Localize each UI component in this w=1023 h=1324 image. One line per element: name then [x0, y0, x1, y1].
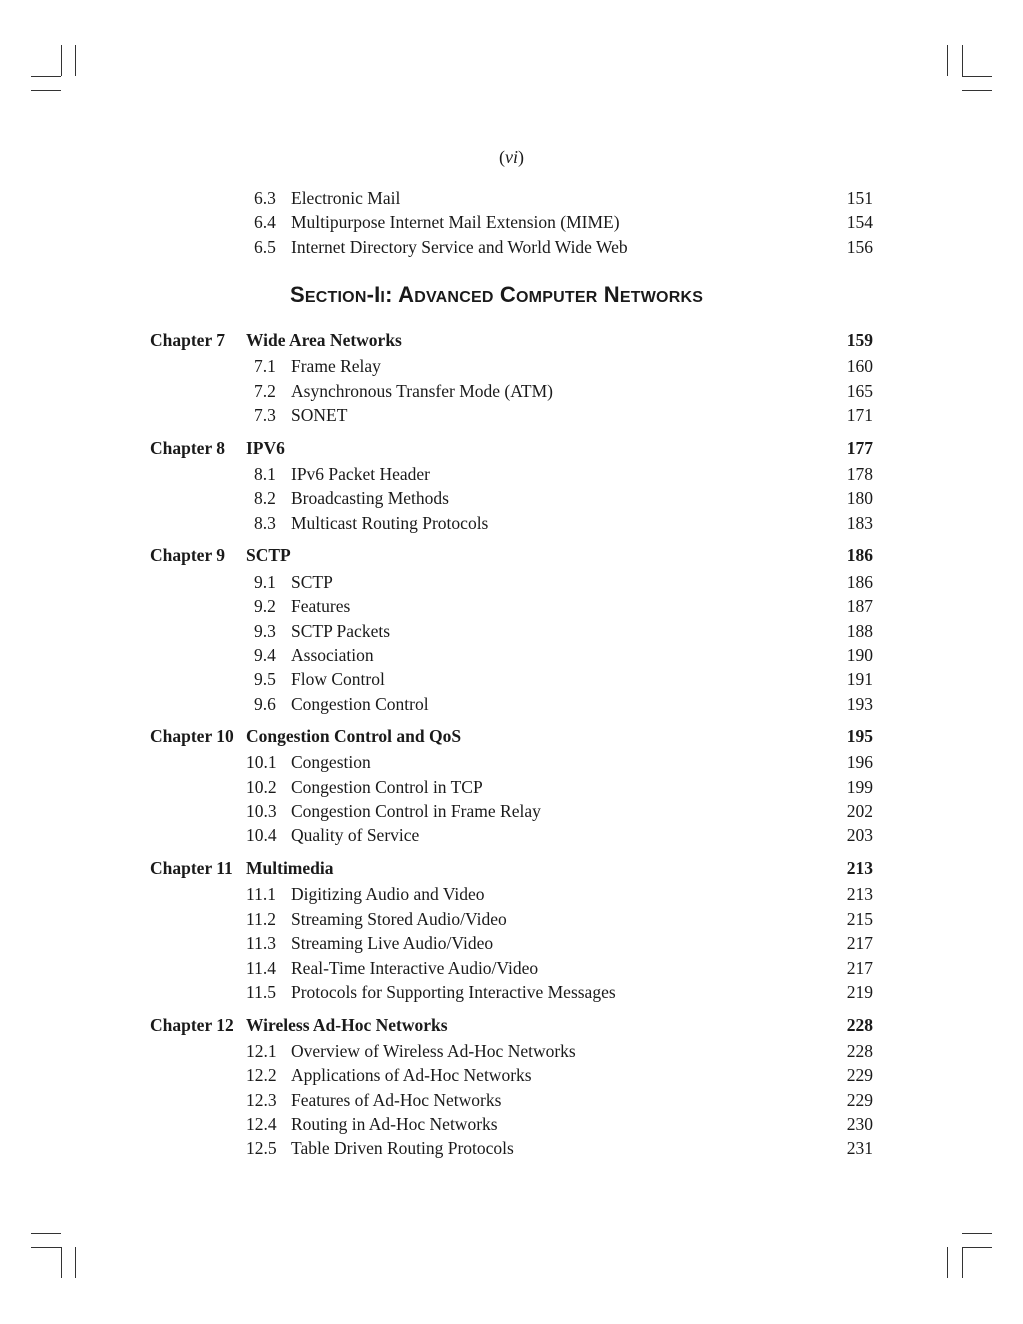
page-ref: 160	[846, 356, 873, 376]
section-title: Quality of Service	[291, 825, 420, 845]
page-ref: 217	[846, 933, 873, 953]
toc-entry	[0, 980, 1023, 1004]
section-number: 7.1	[254, 356, 276, 376]
page-ref: 196	[846, 752, 873, 772]
section-title: Features	[291, 596, 351, 616]
section-title: Electronic Mail	[291, 188, 401, 208]
chapter-title: IPV6	[246, 438, 285, 458]
page-number: (vi)	[499, 147, 524, 167]
section-title: Streaming Stored Audio/Video	[291, 909, 507, 929]
section-number: 11.5	[246, 982, 276, 1002]
toc-entry	[0, 594, 1023, 618]
chapter-label: Chapter 11	[150, 858, 233, 878]
page-number-value: vi	[505, 147, 518, 167]
section-title: Applications of Ad-Hoc Networks	[291, 1065, 532, 1085]
section-title: Frame Relay	[291, 356, 381, 376]
section-number: 6.5	[254, 237, 276, 257]
page-ref: 191	[846, 669, 873, 689]
section-number: 9.3	[254, 621, 276, 641]
toc-entry	[0, 186, 1023, 210]
page-ref: 186	[846, 545, 873, 565]
toc-entry	[0, 486, 1023, 510]
page-ref: 180	[846, 488, 873, 508]
toc-entry	[0, 462, 1023, 486]
page-ref: 228	[846, 1015, 873, 1035]
toc-entry	[0, 210, 1023, 234]
page-ref: 231	[846, 1138, 873, 1158]
page-ref: 217	[846, 958, 873, 978]
section-title: SCTP	[291, 572, 333, 592]
toc-entry	[0, 379, 1023, 403]
section-number: 10.4	[246, 825, 277, 845]
chapter-row	[0, 724, 1023, 748]
toc-entry	[0, 354, 1023, 378]
section-number: 9.6	[254, 694, 276, 714]
page-ref: 193	[846, 694, 873, 714]
section-title: Broadcasting Methods	[291, 488, 449, 508]
page-ref: 203	[846, 825, 873, 845]
toc-entry	[0, 775, 1023, 799]
toc-entry	[0, 692, 1023, 716]
page-ref: 154	[846, 212, 873, 232]
toc-entry	[0, 511, 1023, 535]
section-title: Protocols for Supporting Interactive Messages	[291, 982, 616, 1002]
toc-entry	[0, 570, 1023, 594]
chapter-label: Chapter 7	[150, 330, 226, 350]
chapter-label: Chapter 9	[150, 545, 226, 565]
chapter-row	[0, 328, 1023, 352]
section-title: Congestion	[291, 752, 371, 772]
page-ref: 202	[846, 801, 873, 821]
section-number: 6.3	[254, 188, 276, 208]
page-ref: 213	[846, 884, 873, 904]
section-title: Table Driven Routing Protocols	[291, 1138, 514, 1158]
section-title: IPv6 Packet Header	[291, 464, 430, 484]
toc-entry	[0, 799, 1023, 823]
page-ref: 229	[846, 1090, 873, 1110]
chapter-title: Wide Area Networks	[246, 330, 402, 350]
section-number: 12.5	[246, 1138, 277, 1158]
page-ref: 171	[846, 405, 873, 425]
toc-entry	[0, 235, 1023, 259]
section-number: 9.5	[254, 669, 276, 689]
toc-entry	[0, 1088, 1023, 1112]
section-title: Congestion Control in TCP	[291, 777, 483, 797]
section-number: 9.1	[254, 572, 276, 592]
section-number: 9.2	[254, 596, 276, 616]
section-number: 12.2	[246, 1065, 277, 1085]
page-ref: 186	[846, 572, 873, 592]
chapter-title: Congestion Control and QoS	[246, 726, 462, 746]
page-ref: 219	[846, 982, 873, 1002]
page-ref: 165	[846, 381, 873, 401]
section-title: Streaming Live Audio/Video	[291, 933, 494, 953]
page-ref: 178	[846, 464, 873, 484]
section-number: 10.2	[246, 777, 277, 797]
section-number: 12.1	[246, 1041, 277, 1061]
section-title: Congestion Control in Frame Relay	[291, 801, 541, 821]
toc-entry	[0, 956, 1023, 980]
page-ref: 159	[846, 330, 873, 350]
section-number: 11.2	[246, 909, 276, 929]
section-heading: SECTION-II: ADVANCED COMPUTER NETWORKS	[290, 282, 704, 307]
chapter-label: Chapter 12	[150, 1015, 234, 1035]
chapter-label: Chapter 10	[150, 726, 234, 746]
page-ref: 190	[846, 645, 873, 665]
section-title: SONET	[291, 405, 348, 425]
page-ref: 195	[846, 726, 873, 746]
toc-entry	[0, 1136, 1023, 1160]
section-number: 9.4	[254, 645, 276, 665]
section-title: Routing in Ad-Hoc Networks	[291, 1114, 498, 1134]
toc-entry	[0, 1112, 1023, 1136]
toc-entry	[0, 931, 1023, 955]
section-title: SCTP Packets	[291, 621, 391, 641]
toc-entry	[0, 643, 1023, 667]
chapter-row	[0, 856, 1023, 880]
section-number: 10.3	[246, 801, 277, 821]
page-ref: 229	[846, 1065, 873, 1085]
chapter-row	[0, 1013, 1023, 1037]
section-title: Digitizing Audio and Video	[291, 884, 485, 904]
toc-entry	[0, 750, 1023, 774]
section-title: Multipurpose Internet Mail Extension (MIME)	[291, 212, 620, 232]
page-ref: 230	[846, 1114, 873, 1134]
page-ref: 177	[846, 438, 873, 458]
section-title: Multicast Routing Protocols	[291, 513, 489, 533]
section-number: 8.1	[254, 464, 276, 484]
section-number: 7.2	[254, 381, 276, 401]
page-ref: 213	[846, 858, 873, 878]
toc-entry	[0, 823, 1023, 847]
section-number: 6.4	[254, 212, 276, 232]
section-number: 12.4	[246, 1114, 277, 1134]
section-title: Real-Time Interactive Audio/Video	[291, 958, 539, 978]
page-ref: 199	[846, 777, 873, 797]
page-ref: 187	[846, 596, 873, 616]
page-ref: 215	[846, 909, 873, 929]
section-title: Internet Directory Service and World Wide Web	[291, 237, 628, 257]
section-title: Asynchronous Transfer Mode (ATM)	[291, 381, 553, 401]
toc-entry	[0, 667, 1023, 691]
section-number: 11.3	[246, 933, 276, 953]
toc-entry	[0, 907, 1023, 931]
toc-entry	[0, 1063, 1023, 1087]
section-number: 11.1	[246, 884, 276, 904]
section-title: Features of Ad-Hoc Networks	[291, 1090, 502, 1110]
page-ref: 188	[846, 621, 873, 641]
chapter-row	[0, 543, 1023, 567]
chapter-label: Chapter 8	[150, 438, 226, 458]
page-ref: 183	[846, 513, 873, 533]
chapter-title: SCTP	[246, 545, 291, 565]
chapter-title: Wireless Ad-Hoc Networks	[246, 1015, 448, 1035]
section-number: 12.3	[246, 1090, 277, 1110]
section-number: 10.1	[246, 752, 277, 772]
page-ref: 228	[846, 1041, 873, 1061]
toc-entry	[0, 1039, 1023, 1063]
section-title: Congestion Control	[291, 694, 429, 714]
page-ref: 156	[846, 237, 873, 257]
section-number: 8.2	[254, 488, 276, 508]
toc-entry	[0, 403, 1023, 427]
toc-entry	[0, 619, 1023, 643]
chapter-title: Multimedia	[246, 858, 334, 878]
section-number: 11.4	[246, 958, 276, 978]
toc-entry	[0, 882, 1023, 906]
section-number: 8.3	[254, 513, 276, 533]
page-ref: 151	[846, 188, 873, 208]
section-title: Overview of Wireless Ad-Hoc Networks	[291, 1041, 576, 1061]
section-title: Association	[291, 645, 374, 665]
section-title: Flow Control	[291, 669, 385, 689]
section-number: 7.3	[254, 405, 276, 425]
chapter-row	[0, 436, 1023, 460]
